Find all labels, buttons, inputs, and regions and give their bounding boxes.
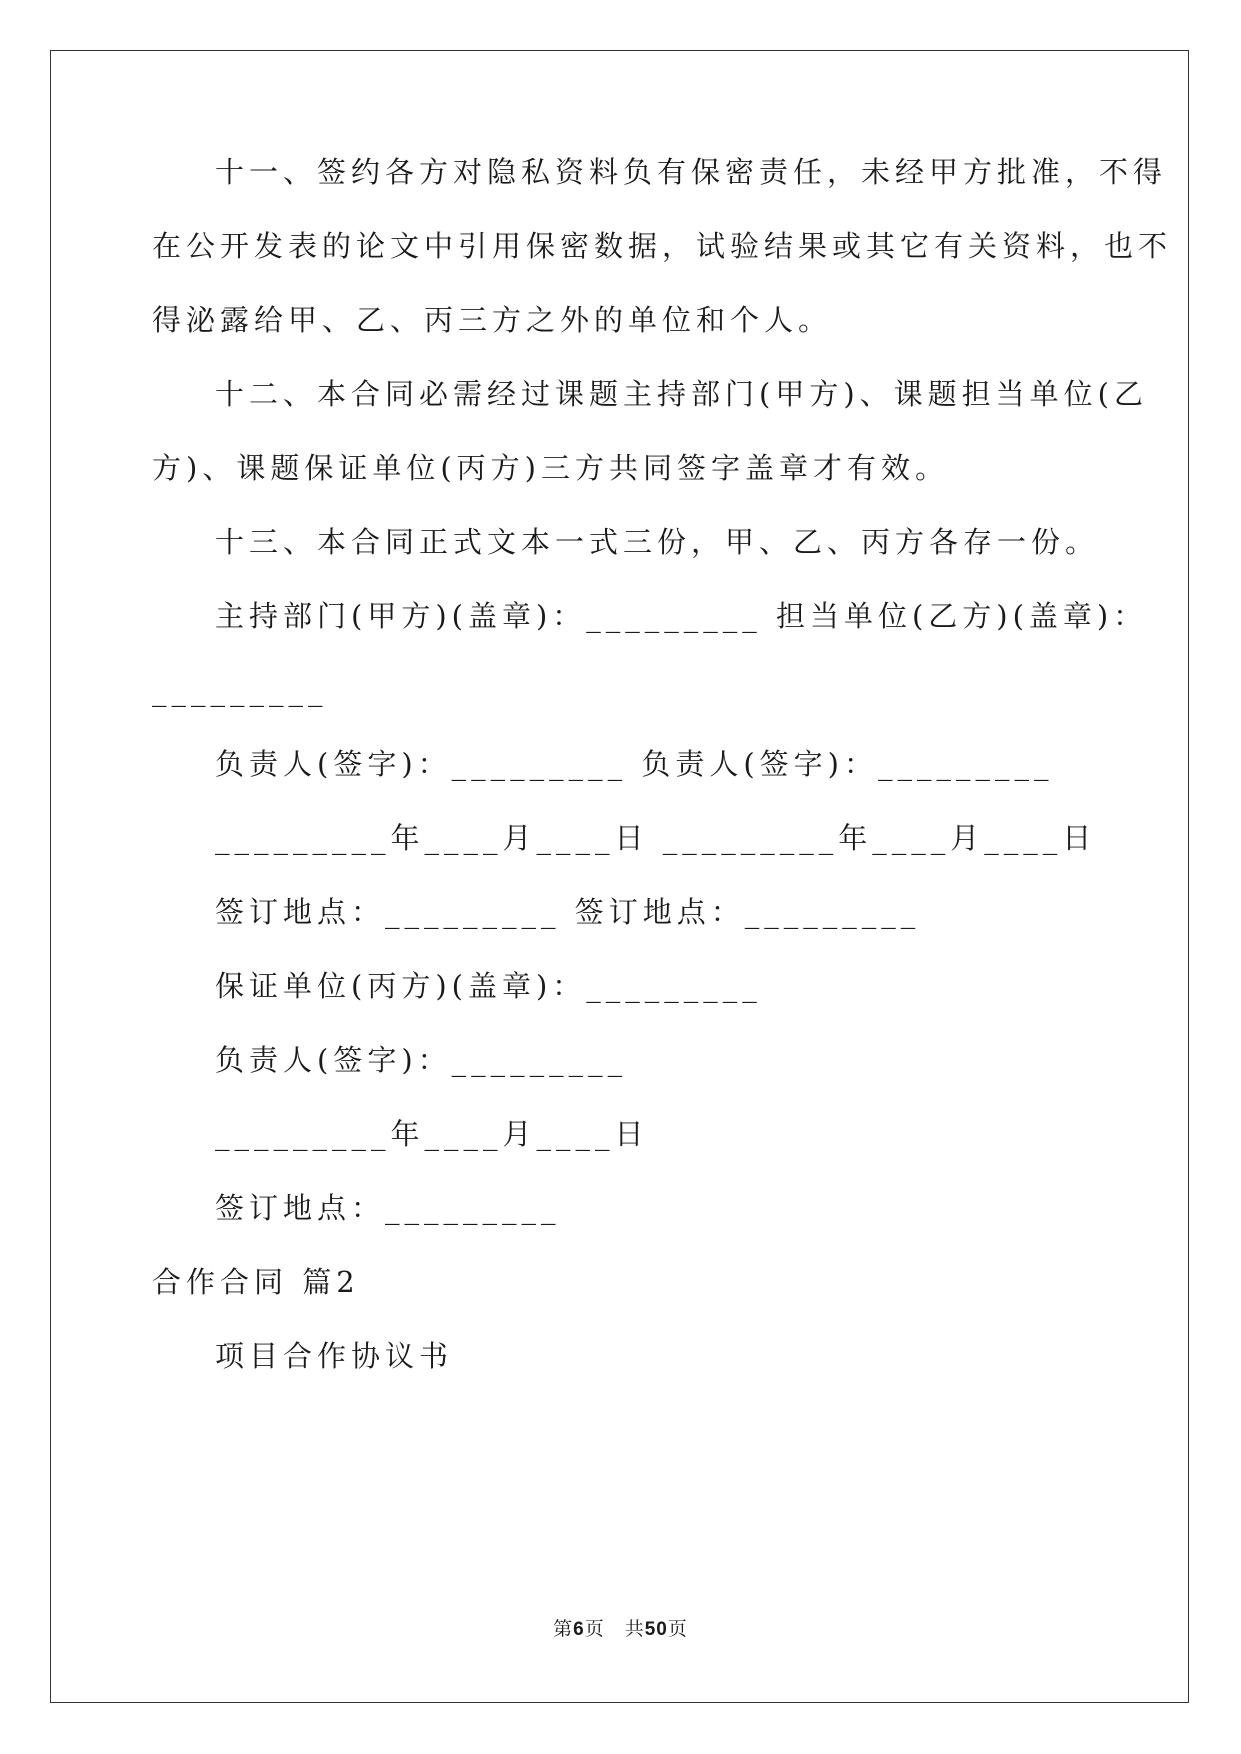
host-and-undertaker-seal-line: 主持部门(甲方)(盖章)：_________ 担当单位(乙方)(盖章)： bbox=[215, 599, 1148, 633]
footer-middle: 页 共 bbox=[584, 1618, 645, 1640]
signing-date-line: _________年____月____日 _________年____月____日 bbox=[215, 821, 1097, 855]
clause-13-line-1: 十三、本合同正式文本一式三份，甲、乙、丙方各存一份。 bbox=[215, 525, 1100, 559]
page-border bbox=[50, 50, 1189, 1703]
guarantor-signing-place-line: 签订地点：_________ bbox=[215, 1191, 561, 1225]
undertaker-seal-blank: _________ bbox=[152, 673, 328, 707]
guarantor-responsible-signature-line: 负责人(签字)：_________ bbox=[215, 1043, 628, 1077]
page-footer bbox=[0, 1617, 1241, 1642]
responsible-person-signature-line: 负责人(签字)：_________ 负责人(签字)：_________ bbox=[215, 747, 1054, 781]
clause-11-line-1: 十一、签约各方对隐私资料负有保密责任，未经甲方批准，不得 bbox=[215, 155, 1168, 189]
footer-prefix: 第 bbox=[553, 1618, 574, 1640]
clause-12-line-2: 方)、课题保证单位(丙方)三方共同签字盖章才有效。 bbox=[152, 451, 949, 485]
footer-total-pages: 50 bbox=[644, 1619, 668, 1640]
clause-12-line-1: 十二、本合同必需经过课题主持部门(甲方)、课题担当单位(乙 bbox=[215, 377, 1148, 411]
clause-11-line-2: 在公开发表的论文中引用保密数据，试验结果或其它有关资料，也不 bbox=[152, 229, 1173, 263]
section-heading: 合作合同 篇2 bbox=[152, 1265, 360, 1299]
clause-11-line-3: 得泌露给甲、乙、丙三方之外的单位和个人。 bbox=[152, 303, 833, 337]
signing-place-line: 签订地点：_________ 签订地点：_________ bbox=[215, 895, 921, 929]
footer-page-number: 6 bbox=[573, 1619, 585, 1640]
footer-suffix: 页 bbox=[667, 1618, 688, 1640]
section-subtitle: 项目合作协议书 bbox=[215, 1339, 454, 1373]
guarantor-signing-date-line: _________年____月____日 bbox=[215, 1117, 649, 1151]
guarantor-seal-line: 保证单位(丙方)(盖章)：_________ bbox=[215, 969, 762, 1003]
